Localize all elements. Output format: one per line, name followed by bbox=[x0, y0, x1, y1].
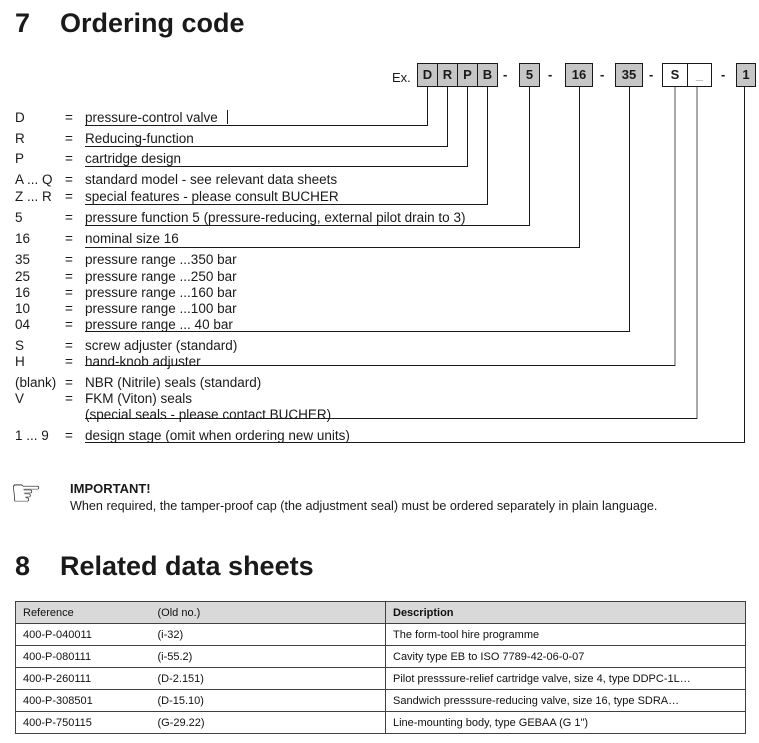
ordering-row bbox=[15, 252, 237, 267]
ordering-row bbox=[15, 285, 237, 300]
row-equals: = bbox=[65, 172, 73, 187]
cell-reference: 400-P-750115 bbox=[16, 712, 151, 734]
table-row bbox=[16, 712, 746, 734]
row-desc: pressure function 5 (pressure-reducing, external pilot drain to 3) bbox=[85, 210, 466, 225]
row-key: Z ... R bbox=[15, 189, 52, 204]
cell-reference: 400-P-260111 bbox=[16, 668, 151, 690]
cell-description: The form-tool hire programme bbox=[386, 624, 746, 646]
header-description: Description bbox=[386, 602, 746, 624]
ordering-row bbox=[15, 151, 181, 166]
code-box-S: S bbox=[662, 63, 688, 87]
connector-vline-R bbox=[447, 87, 448, 147]
row-key: (blank) bbox=[15, 375, 57, 390]
row-desc: NBR (Nitrile) seals (standard) bbox=[85, 375, 262, 390]
row-equals: = bbox=[65, 391, 73, 406]
dash-separator: - bbox=[600, 67, 605, 82]
row-desc: (special seals - please contact BUCHER) bbox=[85, 407, 332, 422]
underline-P bbox=[85, 166, 468, 167]
ordering-row bbox=[15, 131, 194, 146]
table-row bbox=[16, 668, 746, 690]
row-desc: pressure range ...250 bar bbox=[85, 269, 237, 284]
row-equals: = bbox=[65, 110, 73, 125]
underline-D bbox=[85, 125, 428, 126]
header-old-no: (Old no.) bbox=[151, 602, 386, 624]
cell-description: Pilot presssure-relief cartridge valve, size 4, type DDPC-1L… bbox=[386, 668, 746, 690]
table-row bbox=[16, 624, 746, 646]
cell-reference: 400-P-308501 bbox=[16, 690, 151, 712]
cell-old-no: (G-29.22) bbox=[151, 712, 386, 734]
connector-vline-5 bbox=[529, 87, 530, 226]
row-equals: = bbox=[65, 131, 73, 146]
underline-16 bbox=[85, 247, 580, 248]
section8-title: Related data sheets bbox=[60, 551, 314, 581]
code-box-blank: _ bbox=[687, 63, 712, 87]
row-desc: design stage (omit when ordering new units) bbox=[85, 428, 350, 443]
cell-description: Line-mounting body, type GEBAA (G 1") bbox=[386, 712, 746, 734]
row-key: D bbox=[15, 110, 25, 125]
code-box-35: 35 bbox=[615, 63, 643, 87]
row-equals: = bbox=[65, 301, 73, 316]
important-title: IMPORTANT! bbox=[70, 481, 151, 496]
cell-old-no: (D-15.10) bbox=[151, 690, 386, 712]
connector-vline-B bbox=[487, 87, 488, 205]
row-key: 1 ... 9 bbox=[15, 428, 49, 443]
ordering-row bbox=[15, 210, 465, 225]
connector-vline-blank bbox=[696, 87, 698, 419]
row-desc: special features - please consult BUCHER bbox=[85, 189, 339, 204]
row-equals: = bbox=[65, 375, 73, 390]
row-desc: pressure range ...350 bar bbox=[85, 252, 237, 267]
connector-vline-35 bbox=[629, 87, 630, 332]
code-box-16: 16 bbox=[565, 63, 593, 87]
ordering-row bbox=[15, 428, 350, 443]
ordering-row bbox=[15, 354, 201, 369]
table-row bbox=[16, 646, 746, 668]
dash-separator: - bbox=[649, 67, 654, 82]
row-equals: = bbox=[65, 269, 73, 284]
ordering-row bbox=[15, 375, 261, 390]
underline-5 bbox=[85, 225, 530, 226]
row-key: 5 bbox=[15, 210, 23, 225]
example-label: Ex. bbox=[392, 70, 411, 85]
ordering-row bbox=[15, 407, 331, 422]
row-equals: = bbox=[65, 354, 73, 369]
code-box-B: B bbox=[477, 63, 498, 87]
cell-description: Cavity type EB to ISO 7789-42-06-0-07 bbox=[386, 646, 746, 668]
row-key: 35 bbox=[15, 252, 31, 267]
row-equals: = bbox=[65, 338, 73, 353]
row-key: 16 bbox=[15, 231, 31, 246]
ordering-row bbox=[15, 338, 237, 353]
connector-vline-D bbox=[427, 87, 428, 126]
row-desc: nominal size 16 bbox=[85, 231, 179, 246]
ordering-row bbox=[15, 189, 339, 204]
row-equals: = bbox=[65, 210, 73, 225]
cell-old-no: (i-32) bbox=[151, 624, 386, 646]
text-caret-artifact bbox=[227, 110, 228, 124]
row-equals: = bbox=[65, 252, 73, 267]
ordering-row bbox=[15, 391, 192, 406]
row-key: V bbox=[15, 391, 25, 406]
code-box-D: D bbox=[417, 63, 438, 87]
row-desc: pressure range ...100 bar bbox=[85, 301, 237, 316]
ordering-row bbox=[15, 317, 233, 332]
row-desc: pressure range ... 40 bar bbox=[85, 317, 233, 332]
code-box-5: 5 bbox=[519, 63, 540, 87]
table-header-row bbox=[16, 602, 746, 624]
row-equals: = bbox=[65, 151, 73, 166]
dash-separator: - bbox=[721, 67, 726, 82]
underline-R bbox=[85, 146, 448, 147]
row-desc: Reducing-function bbox=[85, 131, 194, 146]
row-equals: = bbox=[65, 189, 73, 204]
row-equals: = bbox=[65, 317, 73, 332]
row-key: 10 bbox=[15, 301, 31, 316]
cell-old-no: (D-2.151) bbox=[151, 668, 386, 690]
ordering-row bbox=[15, 231, 179, 246]
section7-title: Ordering code bbox=[60, 8, 245, 38]
row-desc: FKM (Viton) seals bbox=[85, 391, 193, 406]
table-row bbox=[16, 690, 746, 712]
row-desc: standard model - see relevant data sheets bbox=[85, 172, 338, 187]
row-equals: = bbox=[65, 428, 73, 443]
underline-ZR bbox=[85, 204, 488, 205]
code-box-P: P bbox=[457, 63, 478, 87]
row-key: H bbox=[15, 354, 25, 369]
connector-vline-16 bbox=[579, 87, 580, 248]
row-desc: cartridge design bbox=[85, 151, 182, 166]
row-equals: = bbox=[65, 285, 73, 300]
connector-vline-S bbox=[674, 87, 676, 366]
cell-reference: 400-P-080111 bbox=[16, 646, 151, 668]
row-key: 16 bbox=[15, 285, 31, 300]
ordering-row bbox=[15, 172, 337, 187]
important-text: When required, the tamper-proof cap (the adjustment seal) must be ordered separately in plain language. bbox=[70, 498, 658, 513]
ordering-row bbox=[15, 110, 218, 125]
connector-vline-1 bbox=[744, 87, 745, 443]
section7-number: 7 bbox=[15, 8, 31, 38]
cell-reference: 400-P-040011 bbox=[16, 624, 151, 646]
header-reference: Reference bbox=[16, 602, 151, 624]
row-key: P bbox=[15, 151, 25, 166]
row-key: A ... Q bbox=[15, 172, 53, 187]
section8-number: 8 bbox=[15, 551, 31, 581]
cell-old-no: (i-55.2) bbox=[151, 646, 386, 668]
dash-separator: - bbox=[503, 67, 508, 82]
row-equals: = bbox=[65, 231, 73, 246]
ordering-row bbox=[15, 301, 237, 316]
dash-separator: - bbox=[548, 67, 553, 82]
code-box-1: 1 bbox=[736, 63, 756, 87]
cell-description: Sandwich presssure-reducing valve, size 16, type SDRA… bbox=[386, 690, 746, 712]
related-data-sheets-table bbox=[15, 601, 746, 734]
row-desc: hand-knob adjuster bbox=[85, 354, 201, 369]
row-key: R bbox=[15, 131, 25, 146]
row-key: 25 bbox=[15, 269, 31, 284]
pointing-hand-icon: ☞ bbox=[10, 473, 43, 514]
code-box-R: R bbox=[437, 63, 458, 87]
row-desc: pressure range ...160 bar bbox=[85, 285, 237, 300]
row-desc: screw adjuster (standard) bbox=[85, 338, 238, 353]
connector-vline-P bbox=[467, 87, 468, 167]
ordering-row bbox=[15, 269, 237, 284]
row-key: 04 bbox=[15, 317, 31, 332]
row-key: S bbox=[15, 338, 25, 353]
row-desc: pressure-control valve bbox=[85, 110, 218, 125]
